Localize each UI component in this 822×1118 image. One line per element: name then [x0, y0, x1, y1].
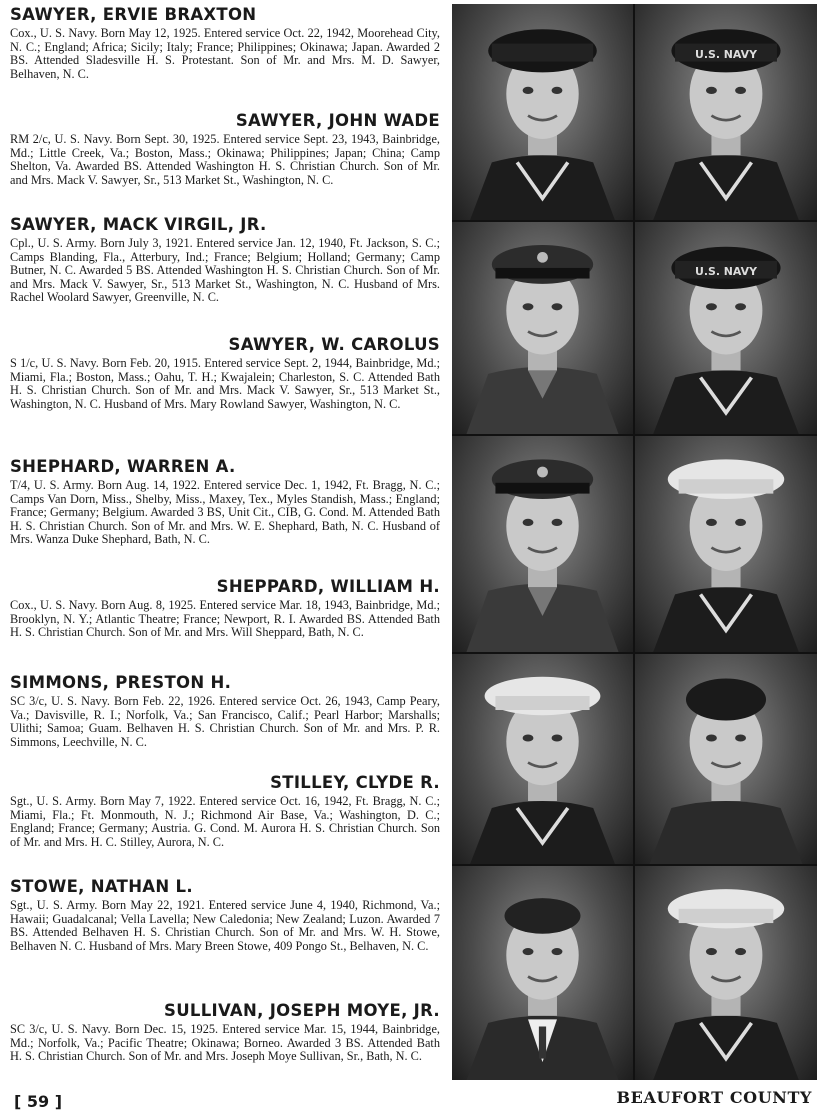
portrait-photo [635, 436, 817, 652]
portrait-photo [452, 222, 633, 434]
entry-biography: S 1/c, U. S. Navy. Born Feb. 20, 1915. Entered service Sept. 2, 1944, Bainbridge, Md.; Miami, Fla.; Boston, Mass.; Oahu, T. H.; Kwajalein; Charleston, S. C. Attended Bath H. S. Christian Church. Son of Mr. and Mrs. Mack V. Sawyer, Sr., 513 Market St., Washington, N. C. Husband of Mrs. Mary Rowland Sawyer, Washington, N. C. [10, 356, 440, 411]
service-record-entry [10, 456, 440, 547]
entry-name: SULLIVAN, JOSEPH MOYE, JR. [164, 1001, 440, 1020]
entry-biography: Cox., U. S. Navy. Born May 12, 1925. Entered service Oct. 22, 1942, Moorehead City, N. C.; England; Africa; Sicily; Italy; France; Philippines; Okinawa; Japan. Awarded 2 BS. Attended Sladesville H. S. Protestant. Son of Mr. and Mrs. M. D. Sawyer, Belhaven, N. C. [10, 26, 440, 81]
service-record-entry [10, 876, 440, 953]
portrait-grid [452, 4, 817, 1080]
service-record-entry [10, 214, 440, 305]
service-record-entry [10, 334, 440, 411]
entry-biography: SC 3/c, U. S. Navy. Born Dec. 15, 1925. Entered service Mar. 15, 1944, Bainbridge, Md.; Norfolk, Va.; Pacific Theatre; Okinawa; Borneo. Awarded 3 BS. Attended Bath H. S. Christian Church. Son of Mr. and Mrs. Joseph Moye Sullivan, Sr., Bath, N. C. [10, 1022, 440, 1064]
portrait-photo [452, 654, 633, 864]
service-record-entry [10, 110, 440, 187]
page-number: [ 59 ] [14, 1092, 63, 1111]
entry-biography: T/4, U. S. Army. Born Aug. 14, 1922. Entered service Dec. 1, 1942, Ft. Bragg, N. C.; Camps Van Dorn, Miss., Shelby, Miss., Maxey, Tex., Myles Standish, Mass.; England; France; Germany; Belgium. Awarded 3 BS, Unit Cit., CIB, G. Cond. M. Attended Bath H. S. Christian Church. Son of Mr. and Mrs. W. E. Shephard, Bath, N. C. Husband of Mrs. Wanza Duke Shephard, Bath, N. C. [10, 478, 440, 547]
entry-biography: SC 3/c, U. S. Navy. Born Feb. 22, 1926. Entered service Oct. 26, 1943, Camp Peary, Va.; Davisville, R. I.; Norfolk, Va.; San Francisco, Calif.; Pearl Harbor; Marshalls; Ulithi; Samoa; Guam. Belhaven H. S. Christian Church. Son of Mr. and Mrs. P. R. Simmons, Leechville, N. C. [10, 694, 440, 749]
portrait-photo [452, 436, 633, 652]
portrait-photo [635, 866, 817, 1080]
service-record-entry [10, 576, 440, 640]
county-label: BEAUFORT COUNTY [616, 1088, 812, 1107]
entry-name: SAWYER, W. CAROLUS [228, 335, 440, 354]
entry-name: SHEPHARD, WARREN A. [10, 457, 236, 476]
service-record-entry [10, 4, 440, 81]
entry-name: SAWYER, MACK VIRGIL, JR. [10, 215, 267, 234]
svg-text:U.S. NAVY: U.S. NAVY [694, 48, 758, 61]
svg-text:U.S. NAVY: U.S. NAVY [695, 265, 757, 278]
entry-name: SAWYER, JOHN WADE [235, 111, 440, 130]
service-record-entry [10, 772, 440, 849]
entry-biography: Sgt., U. S. Army. Born May 22, 1921. Entered service June 4, 1940, Richmond, Va.; Hawaii; Guadalcanal; Vella Lavella; New Caledonia; New Zealand; Luzon. Awarded 7 BS. Attended Belhaven H. S. Christian Church. Son of Mr. and Mrs. W. H. Stowe, Belhaven N. C. Husband of Mrs. Mary Breen Stowe, 409 Pongo St., Belhaven, N. C. [10, 898, 440, 953]
portrait-photo [452, 866, 633, 1080]
entry-biography: RM 2/c, U. S. Navy. Born Sept. 30, 1925. Entered service Sept. 23, 1943, Bainbridge, Md.; Little Creek, Va.; Boston, Mass.; Okinawa; Philippines; Japan; China; Camp Shelton, Va. Awarded BS. Attended Washington H. S. Christian Church. Son of Mr. and Mrs. Mack V. Sawyer, Sr., 513 Market St., Washington, N. C. [10, 132, 440, 187]
entry-name: SAWYER, ERVIE BRAXTON [10, 5, 257, 24]
service-record-entry [10, 1000, 440, 1064]
entry-biography: Cox., U. S. Navy. Born Aug. 8, 1925. Entered service Mar. 18, 1943, Bainbridge, Md.; Brooklyn, N. Y.; Atlantic Theatre; France; Newport, R. I. Awarded BS. Attended Bath H. S. Christian Church. Son of Mr. and Mrs. Will Sheppard, Bath, N. C. [10, 598, 440, 640]
entry-biography: Sgt., U. S. Army. Born May 7, 1922. Entered service Oct. 16, 1942, Ft. Bragg, N. C.; Miami, Fla.; Ft. Monmouth, N. J.; Richmond Air Base, Va.; Washington, D. C.; England; France; Germany; Austria. G. Cond. M. Aurora H. S. Christian Church. Son of Mr. and Mrs. H. C. Stilley, Aurora, N. C. [10, 794, 440, 849]
portrait-photo [635, 4, 817, 220]
portrait-photo [635, 654, 817, 864]
entry-biography: Cpl., U. S. Army. Born July 3, 1921. Entered service Jan. 12, 1940, Ft. Jackson, S. C.; Camps Blanding, Fla., Atterbury, Ind.; France; Belgium; Holland; Germany; Camp Butner, N. C. Awarded 5 BS. Attended Washington H. S. Christian Church. Son of Mr. and Mrs. Mack V. Sawyer, Sr., 513 Market St., Washington, N. C. Husband of Mrs. Rachel Woolard Sawyer, Greenville, N. C. [10, 236, 440, 305]
portrait-photo [635, 222, 817, 434]
entry-name: STOWE, NATHAN L. [10, 877, 193, 896]
entry-name: STILLEY, CLYDE R. [270, 773, 440, 792]
entry-name: SHEPPARD, WILLIAM H. [216, 577, 440, 596]
portrait-photo [452, 4, 633, 220]
entry-name: SIMMONS, PRESTON H. [10, 673, 232, 692]
service-record-entry [10, 672, 440, 749]
